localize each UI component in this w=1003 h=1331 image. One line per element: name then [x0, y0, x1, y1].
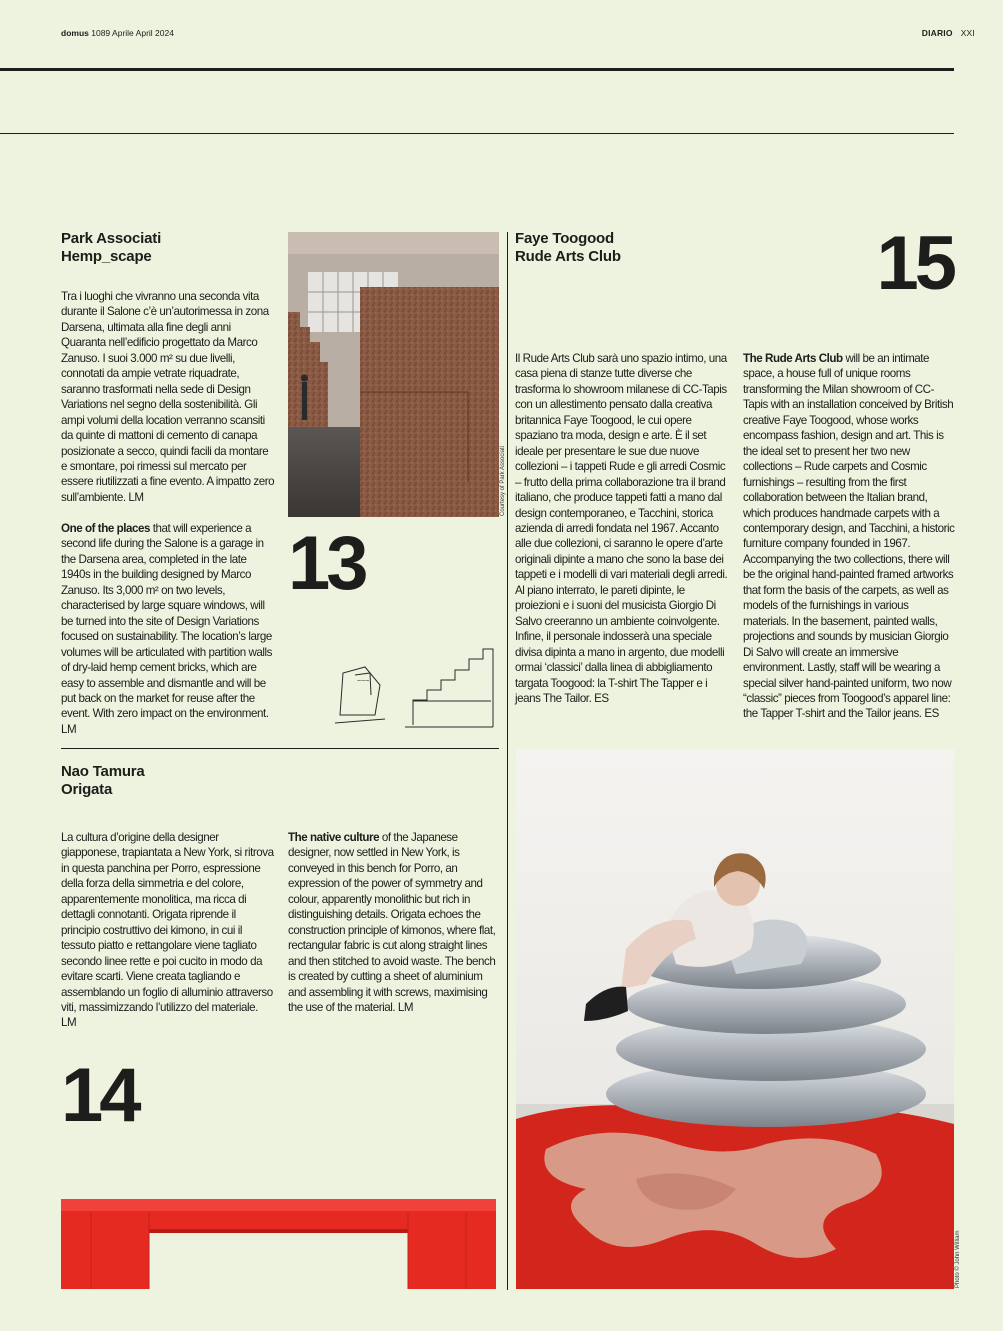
article-15-project: Rude Arts Club	[515, 247, 621, 265]
article-14-italian-text: La cultura d’origine della designer giapponese, trapiantata a New York, si ritrova in questa panchina per Porro, espressione della forza della simmetria e del colore, apparentemente monolitica, ma ricca di dettagli connotanti. Origata riprende il principio costruttivo dei kimono, in cui il tessuto piatto e rettangolare viene tagliato secondo linee rette e poi cucito in modo da evitare scarti. Viene creata tagliando e assemblando un foglio di alluminio attraverso viti, massimizzando l’utilizzo del materiale. LM	[61, 831, 274, 1030]
article-13-photo-credit: Courtesy of Park Associati	[500, 445, 506, 516]
article-14-project: Origata	[61, 780, 113, 798]
column-divider	[507, 232, 508, 1290]
article-14-english-text	[288, 830, 502, 1015]
article-15-photo-credit: Photo © John William	[955, 1230, 961, 1288]
section-label: DIARIO	[921, 28, 953, 38]
faye-toogood-photo-image	[516, 749, 954, 1289]
article-13-english-text	[61, 521, 275, 737]
page-number: XXI	[960, 28, 975, 38]
top-rule	[0, 68, 954, 71]
article-13-english-body: that will experience a second life during the Salone is a garage in the Darsena area, completed in the late 1940s in the building designed by Marco Zanuso. Its 3,000 m² on two levels, characterised by large square windows, will be turned into the site of Design Variations focused on sustainability. The location’s large volumes will be articulated with partition walls of dry-laid hemp cement bricks, which are easy to assemble and dismantle and will be put back on the market for reuse after the event. With zero impact on the environment. LM	[61, 522, 273, 736]
magazine-brand: domus	[61, 28, 89, 38]
article-14-english-body: of the Japanese designer, now settled in New York, is conveyed in this bench for Porro, an expression of the power of symmetry and colour, apparently monolithic but rich in distinguishing details. Origata echoes the construction principle of kimonos, where flat, rectangular fabric is cut along straight lines and then stitched to avoid waste. The bench is created by cutting a sheet of aluminium and assembling it with screws, maximising the use of the material. LM	[288, 831, 496, 1014]
article-13-italian-text: Tra i luoghi che vivranno una seconda vita durante il Salone c’è un’autorimessa in zona Darsena, ultimata alla fine degli anni Quaranta nell’edificio progettato da Marco Zanuso. I suoi 3.000 m² su due livelli, connotati da ampie vetrate riquadrate, saranno trasformati nella sede di Design Variations nel segno della sostenibilità. Gli ampi volumi della location verranno scansiti da quinte di mattoni di cemento di canapa posizionate a secco, quindi facili da montare e smontare, poi rimessi sul mercato per essere riutilizzati a fine evento. A impatto zero sull’ambiente. LM	[61, 290, 275, 504]
article-14-title	[61, 763, 281, 798]
issue-info: 1089 Aprile April 2024	[91, 28, 174, 38]
article-15-english-lead: The Rude Arts Club	[743, 352, 843, 365]
second-rule	[0, 133, 954, 134]
article-13-designer: Park Associati	[61, 230, 162, 247]
article-13-project: Hemp_scape	[61, 247, 152, 265]
article-13-title	[61, 230, 281, 265]
article-15-english-text	[743, 351, 957, 722]
article-15-english-body: will be an intimate space, a house full of unique rooms transforming the Milan showroom of CC-Tapis with an installation conceived by British creative Faye Toogood, whose works encompass fashion, design and art. This is the ideal set to present her two new collections – Rude carpets and Cosmic furnishings – resulting from the first collaboration between the Italian brand, which produces handmade carpets with a contemporary design, and Tacchini, a historic furniture company founded in 1967. Accompanying the two collections, there will be the original hand-painted framed artworks that form the basis of the carpets, as well as models of the furnishings in various materials. In the basement, painted walls, projections and sounds by musician Giorgio Di Salvo will create an immersive environment. Lastly, staff will be wearing a special silver hand-painted uniform, two now “classic” pieces from Toogood’s apparel line: the Tapper T-shirt and the Tailor jeans. ES	[743, 352, 955, 721]
hemp-scape-render-image	[288, 232, 499, 517]
article-15-title	[515, 230, 735, 265]
article-13-english-lead: One of the places	[61, 522, 150, 535]
article-13-number: 13	[288, 521, 365, 606]
article-divider	[61, 748, 499, 749]
article-15-number: 15	[876, 221, 953, 306]
article-15-designer: Faye Toogood	[515, 230, 614, 247]
svg-text:~~~: ~~~	[357, 678, 370, 685]
article-15-italian-text: Il Rude Arts Club sarà uno spazio intimo, una casa piena di stanze tutte diverse che trasforma lo showroom milanese di CC-Tapis con un allestimento pensato dalla creativa britannica Faye Toogood, le cui opere spaziano tra moda, design e arte. È il set ideale per presentare le sue due nuove collezioni – i tappeti Rude e gli arredi Cosmic – frutto della prima collaborazione tra il brand italiano, che produce tappeti fatti a mano dal design contemporaneo, e Tacchini, storica azienda di arredi fondata nel 1967. Accanto alle due collezioni, ci saranno le opere d’arte originali dipinte a mano che sono la base dei tappeti e i modelli di vari materiali degli arredi. Al piano interrato, le pareti dipinte, le proiezioni e i suoni del musicista Giorgio Di Salvo creeranno un ambiente coinvolgente. Infine, il personale indosserà una speciale divisa dipinta a mano in argento, due modelli ormai ‘classici’ dalla linea di abbigliamento targata Toogood: la T-shirt The Tapper e i jeans The Tailor. ES	[515, 352, 728, 705]
article-14-english-lead: The native culture	[288, 831, 380, 844]
section-header	[922, 28, 975, 38]
origata-bench-image	[61, 1199, 496, 1291]
article-14-designer: Nao Tamura	[61, 763, 145, 780]
running-header	[61, 28, 174, 38]
article-14-number: 14	[61, 1053, 138, 1138]
hemp-scape-sketch-image	[335, 645, 495, 730]
